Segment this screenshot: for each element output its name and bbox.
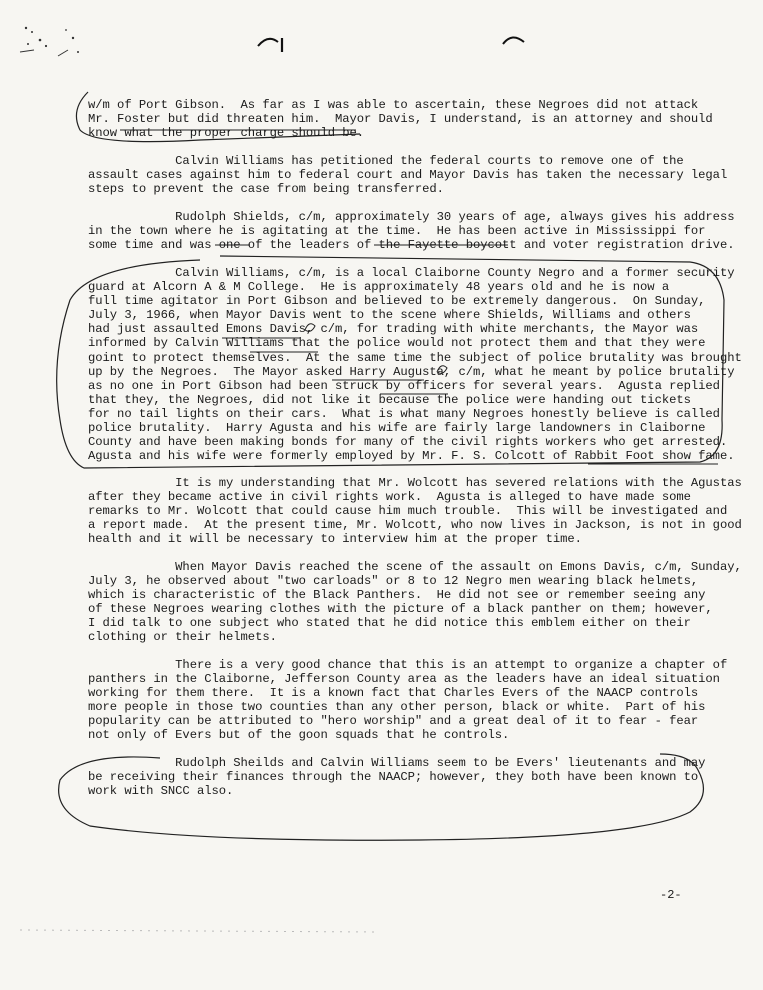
paragraph-4: Calvin Williams, c/m, is a local Claiborne County Negro and a former security guard at Alcorn A & M College. He is approximately 48 years old and he is now a full time agitator in Port Gibson and believed to be extremely dangerous. On Sunday, July 3, 1966, when Mayor Davis went to the scene where Shields, Williams and others had just assaulted Emons Davis, c/m, for trading with white merchants, the Mayor was informed by Calvin Williams that the police would not protect them and that they were goint to protect themselves. At the same time the subject of police brutality was brought up by the Negroes. The Mayor asked Harry Augusta, c/m, what he meant by police brutality as no one in Port Gibson had been struck by officers for several years. Agusta replied that they, the Negroes, did not like it because the police were handing out tickets for no tail lights on their cars. What is what many Negroes honestly believe is called police brutality. Harry Agusta and his wife are fairly large landowners in Claiborne County and have been making bonds for many of the civil rights workers who get arrested. Agusta and his wife were formerly employed by Mr. F. S. Colcott of Rabbit Foot show fame. (88, 266, 742, 464)
paragraph-5: It is my understanding that Mr. Wolcott has severed relations with the Agustas after they became active in civil rights work. Agusta is alleged to have made some remarks to Mr. Wolcott that could cause him much trouble. This will be investigated and a report made. At the present time, Mr. Wolcott, who now lives in Jackson, is not in good health and it will be necessary to interview him at the proper time. (88, 476, 742, 547)
paragraph-7: There is a very good chance that this is an attempt to organize a chapter of panthers in the Claiborne, Jefferson County area as the leaders have an ideal situation working for them there. It is a known fact that Charles Evers of the NAACP controls more people in those two counties than any other person, black or white. Part of his popularity can be attributed to "hero worship" and a great deal of it to fear - fear not only of Evers but of the goon squads that he controls. (88, 658, 728, 743)
paragraph-3: Rudolph Shields, c/m, approximately 30 years of age, always gives his address in the town where he is agitating at the time. He has been active in Mississippi for some time and was one of the leaders of the Fayette boycott and voter registration drive. (88, 210, 735, 253)
paragraph-2: Calvin Williams has petitioned the federal courts to remove one of the assault cases against him to federal court and Mayor Davis has taken the necessary legal steps to prevent the case from being transferred. (88, 154, 728, 197)
paragraph-8: Rudolph Sheilds and Calvin Williams seem to be Evers' lieutenants and may be receiving their finances through the NAACP; however, they both have been known to work with SNCC also. (88, 756, 706, 799)
paragraph-1: w/m of Port Gibson. As far as I was able to ascertain, these Negroes did not attack Mr. Foster but did threaten him. Mayor Davis, I understand, is an attorney and should know what the proper charge should be. (88, 98, 713, 141)
paragraph-6: When Mayor Davis reached the scene of the assault on Emons Davis, c/m, Sunday, July 3, he observed about "two carloads" or 8 to 12 Negro men wearing black helmets, which is characteristic of the Black Panthers. He did not see or remember seeing any of these Negroes wearing clothes with the picture of a black panther on them; however, I did talk to one subject who stated that he did notice this emblem either on their clothing or their helmets. (88, 560, 742, 645)
page-number: -2- (660, 888, 682, 902)
bottom-faint-line-icon (20, 930, 380, 932)
